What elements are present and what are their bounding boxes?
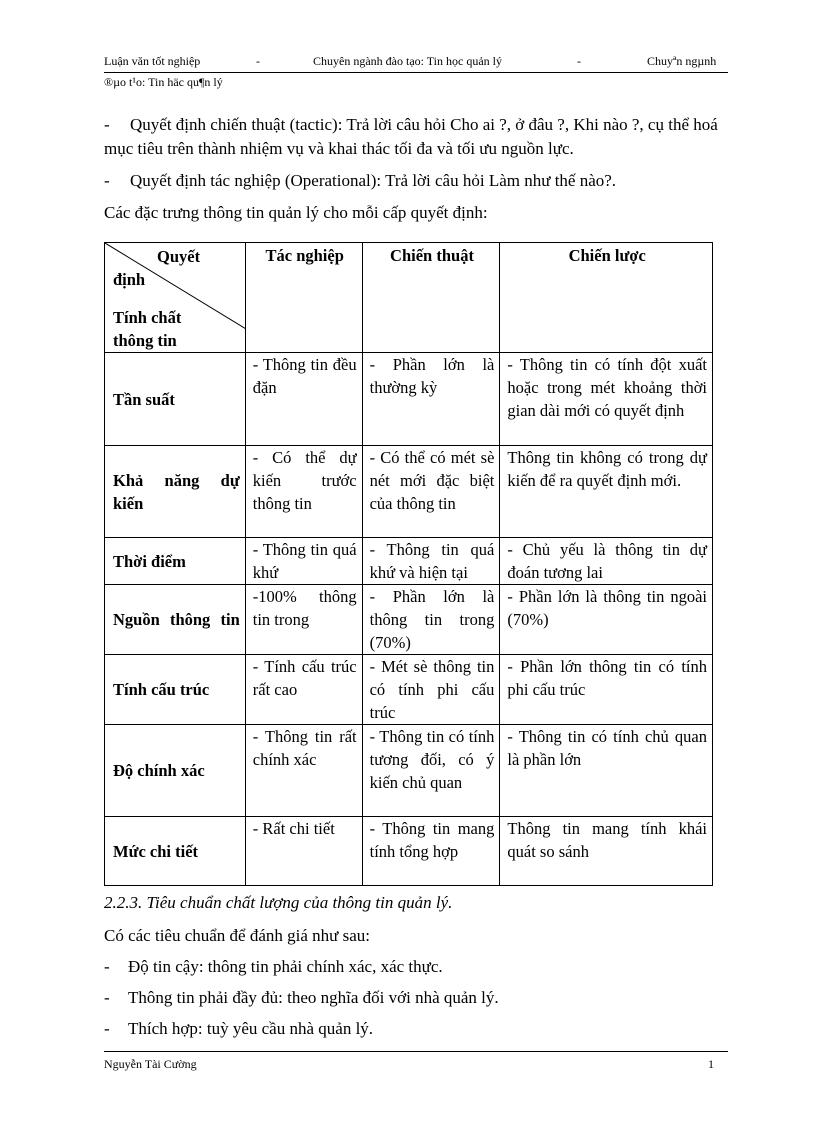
header-rule	[104, 72, 728, 73]
table-cell: -100% thông tin trong	[245, 585, 362, 655]
page-number: 1	[708, 1057, 714, 1071]
column-header-tactical: Chiến thuật	[362, 243, 500, 353]
table-header-row	[105, 243, 713, 353]
column-header-operational: Tác nghiệp	[245, 243, 362, 353]
section-lead-text: Có các tiêu chuẩn để đánh giá như sau:	[104, 926, 371, 945]
list-item: - Thông tin phải đầy đủ: theo nghĩa đối với nhà quản lý.	[104, 986, 728, 1010]
row-label-timing: Thời điểm	[105, 538, 246, 585]
row-label-source: Nguồn thông tin	[105, 585, 246, 655]
corner-label-property: Tính chất	[113, 308, 182, 327]
row-label-structure: Tính cấu trúc	[105, 655, 246, 725]
list-item: - Độ tin cậy: thông tin phải chính xác, xác thực.	[104, 955, 728, 979]
header-separator: -	[256, 54, 260, 68]
footer-rule	[104, 1051, 728, 1052]
list-item: - Thích hợp: tuỳ yêu cầu nhà quản lý.	[104, 1017, 728, 1041]
header-line2: ®µo t¹o: Tin häc qu¶n lý	[104, 75, 223, 89]
column-header-strategic: Chiến lược	[500, 243, 713, 353]
header-thesis-label: Luận văn tốt nghiệp	[104, 54, 201, 68]
corner-label-decision: Quyết	[157, 247, 201, 266]
table-cell: - Thông tin đều đặn	[245, 353, 362, 446]
table-row	[105, 817, 713, 886]
table-cell: - Có thể có mét sè nét mới đặc biệt của thông tin	[362, 446, 500, 538]
table-cell: - Phần lớn là thường kỳ	[362, 353, 500, 446]
corner-label-property-2: thông tin	[113, 331, 177, 350]
table-row	[105, 725, 713, 817]
bullet-operational: - Quyết định tác nghiệp (Operational): Trả lời câu hỏi Làm như thế nào?.	[104, 169, 728, 193]
table-cell: - Phần lớn là thông tin trong (70%)	[362, 585, 500, 655]
bullet-tactic: - Quyết định chiến thuật (tactic): Trả lời câu hỏi Cho ai ?, ở đâu ?, Khi nào ?, cụ thể hoá mục tiêu trên thành nhiệm vụ và khai thác tối đa và tối ưu nguồn lực.	[104, 115, 718, 158]
table-cell: - Có thể dự kiến trước thông tin	[245, 446, 362, 538]
footer-author: Nguyễn Tài Cường	[104, 1057, 197, 1071]
table-cell: - Mét sè thông tin có tính phi cấu trúc	[362, 655, 500, 725]
table-cell: - Thông tin quá khứ	[245, 538, 362, 585]
table-cell: - Thông tin có tính đột xuất hoặc trong mét khoảng thời gian dài mới có quyết định	[500, 353, 713, 446]
table-cell: - Thông tin có tính tương đối, có ý kiến chủ quan	[362, 725, 500, 817]
table-row	[105, 538, 713, 585]
table-cell: - Thông tin quá khứ và hiện tại	[362, 538, 500, 585]
table-cell: - Rất chi tiết	[245, 817, 362, 886]
table-cell: - Tính cấu trúc rất cao	[245, 655, 362, 725]
table-cell: - Thông tin mang tính tổng hợp	[362, 817, 500, 886]
bullet-dash: -	[104, 1019, 110, 1038]
row-label-predictability: Khả năng dự kiến	[105, 446, 246, 538]
row-label-frequency: Tần suất	[105, 353, 246, 446]
table-cell: Thông tin không có trong dự kiến để ra quyết định mới.	[500, 446, 713, 538]
table-cell: - Thông tin rất chính xác	[245, 725, 362, 817]
table-cell: - Chủ yếu là thông tin dự đoán tương lai	[500, 538, 713, 585]
table-row	[105, 353, 713, 446]
row-label-accuracy: Độ chính xác	[105, 725, 246, 817]
header-major-label: Chuyên ngành đào tạo: Tin học quản lý	[313, 54, 502, 68]
bullet-dash: -	[104, 957, 110, 976]
table-cell: Thông tin mang tính khái quát so sánh	[500, 817, 713, 886]
table-cell: - Phần lớn là thông tin ngoài (70%)	[500, 585, 713, 655]
table-corner-cell	[105, 243, 246, 353]
table-cell: - Thông tin có tính chủ quan là phần lớn	[500, 725, 713, 817]
table-row	[105, 655, 713, 725]
bullet-dash: -	[104, 115, 110, 134]
bullet-dash: -	[104, 171, 110, 190]
section-heading: 2.2.3. Tiêu chuẩn chất lượng của thông tin quản lý.	[104, 893, 453, 912]
table-row	[105, 446, 713, 538]
table-cell: - Phần lớn thông tin có tính phi cấu trúc	[500, 655, 713, 725]
corner-label-decision-2: định	[113, 270, 146, 289]
table-lead-text: Các đặc trưng thông tin quản lý cho mỗi cấp quyết định:	[104, 203, 488, 222]
header-separator: -	[577, 54, 581, 68]
bullet-dash: -	[104, 988, 110, 1007]
row-label-detail: Mức chi tiết	[105, 817, 246, 886]
table-row	[105, 585, 713, 655]
info-characteristics-table	[104, 242, 713, 886]
header-major-short: Chuyªn ngµnh	[647, 54, 717, 68]
